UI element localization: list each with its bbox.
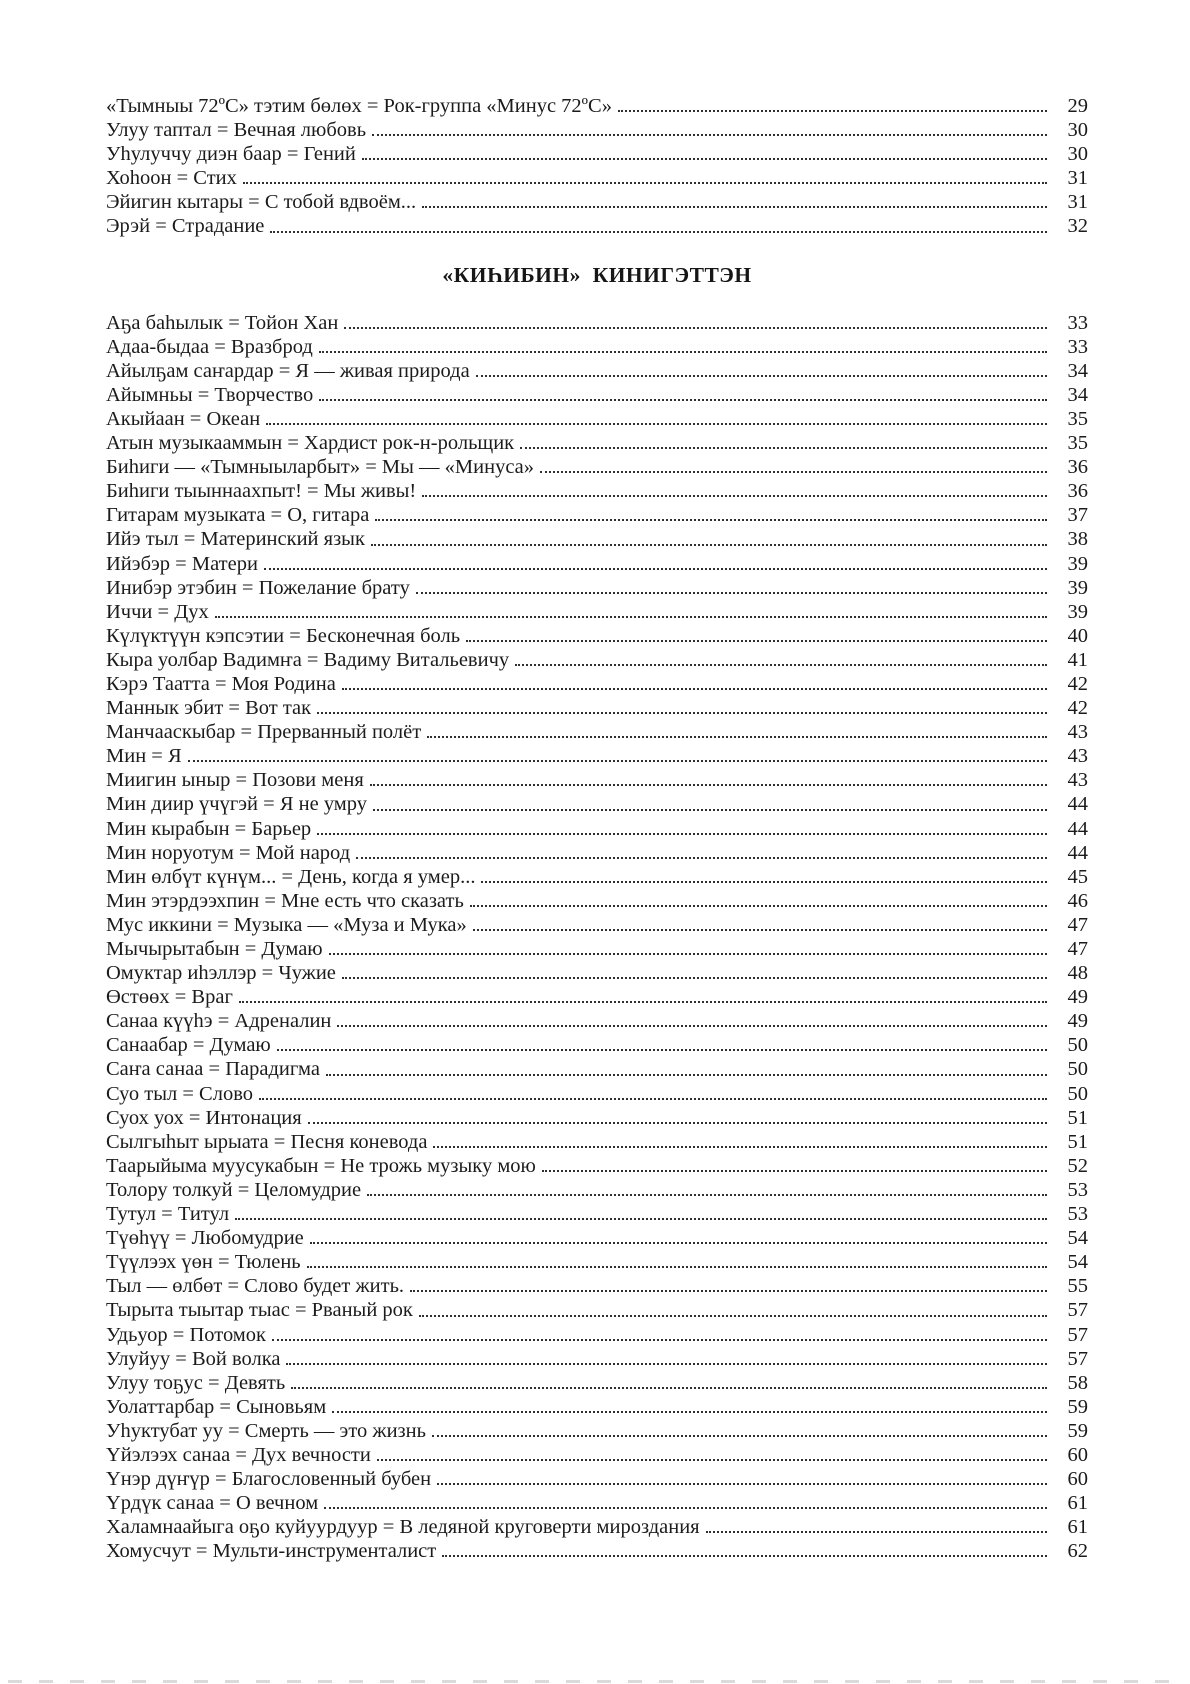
toc-entry-title: Толору толкуй = Целомудрие <box>106 1178 362 1201</box>
toc-entry <box>106 1515 1088 1539</box>
section-heading: «КИҺИБИН» КИНИГЭТТЭН <box>442 262 752 287</box>
dot-leader <box>433 1146 1047 1148</box>
toc-entry <box>106 768 1088 792</box>
toc-entry-title: Аҕа баһылык = Тойон Хан <box>106 311 339 334</box>
dot-leader <box>332 1411 1047 1413</box>
dot-leader <box>215 616 1047 618</box>
toc-entry <box>106 889 1088 913</box>
toc-entry-page: 62 <box>1067 1540 1088 1563</box>
toc-entry <box>106 118 1088 142</box>
toc-entry-title: Мин этэрдээхпин = Мне есть что сказать <box>106 889 464 912</box>
toc-entry-page: 43 <box>1067 745 1088 768</box>
toc-entry-page: 39 <box>1067 552 1088 575</box>
toc-entry-title: Омуктар иһэллэр = Чужие <box>106 962 336 985</box>
dot-leader <box>373 809 1047 811</box>
toc-entry-page: 54 <box>1067 1251 1088 1274</box>
dot-leader <box>618 110 1047 112</box>
toc-entry-title: Таарыйыма муусукабын = Не трожь музыку мою <box>106 1154 536 1177</box>
toc-entry-title: Кэрэ Таатта = Моя Родина <box>106 672 336 695</box>
toc-entry-page: 59 <box>1067 1419 1088 1442</box>
toc-entry <box>106 624 1088 648</box>
toc-entry-page: 35 <box>1067 407 1088 430</box>
dot-leader <box>342 688 1047 690</box>
toc-entry-title: Суох уох = Интонация <box>106 1106 302 1129</box>
toc-entry <box>106 311 1088 335</box>
toc-entry <box>106 407 1088 431</box>
toc-entry <box>106 792 1088 816</box>
toc-entry-page: 35 <box>1067 432 1088 455</box>
dot-leader <box>277 1049 1047 1051</box>
toc-entry-title: Үнэр дүҥүр = Благословенный бубен <box>106 1468 432 1491</box>
dot-leader <box>422 206 1047 208</box>
toc-entry-page: 48 <box>1067 962 1088 985</box>
dot-leader <box>442 1555 1047 1557</box>
dot-leader <box>319 399 1047 401</box>
toc-entry-page: 47 <box>1067 913 1088 936</box>
toc-entry <box>106 190 1088 214</box>
toc-entry-title: Айылҕам саҥардар = Я — живая природа <box>106 359 470 382</box>
toc-entry-title: Эйигин кытары = С тобой вдвоём... <box>106 191 417 214</box>
dot-leader <box>367 1194 1047 1196</box>
toc-entry <box>106 1250 1088 1274</box>
dot-leader <box>243 182 1047 184</box>
toc-entry <box>106 1419 1088 1443</box>
toc-entry-page: 54 <box>1067 1227 1088 1250</box>
toc-entry <box>106 576 1088 600</box>
toc-entry <box>106 1274 1088 1298</box>
toc-entry-title: Саҥа санаа = Парадигма <box>106 1058 320 1081</box>
toc-entry-page: 30 <box>1067 119 1088 142</box>
toc-entry <box>106 1347 1088 1371</box>
toc-entry-page: 39 <box>1067 576 1088 599</box>
toc-entry <box>106 503 1088 527</box>
toc-entry <box>106 431 1088 455</box>
toc-entry-title: Тыл — өлбөт = Слово будет жить. <box>106 1275 405 1298</box>
toc-entry-page: 57 <box>1067 1299 1088 1322</box>
toc-entry-title: Хомусчут = Мульти-инструменталист <box>106 1540 437 1563</box>
dot-leader <box>375 519 1047 521</box>
toc-entry <box>106 672 1088 696</box>
dot-leader <box>337 1025 1047 1027</box>
toc-entry-title: Манчааскыбар = Прерванный полёт <box>106 721 422 744</box>
toc-entry-page: 45 <box>1067 865 1088 888</box>
toc-entry-page: 53 <box>1067 1178 1088 1201</box>
toc-entry-title: Мус иккини = Музыка — «Муза и Мука» <box>106 913 467 936</box>
toc-entry <box>106 1443 1088 1467</box>
toc-entry <box>106 1539 1088 1563</box>
toc-entry <box>106 937 1088 961</box>
toc-entry <box>106 479 1088 503</box>
dot-leader <box>324 1507 1047 1509</box>
toc-entry <box>106 335 1088 359</box>
toc-entry-page: 60 <box>1067 1443 1088 1466</box>
toc-entry-title: Маннык эбит = Вот так <box>106 697 312 720</box>
toc-entry-page: 50 <box>1067 1058 1088 1081</box>
toc-entry-page: 31 <box>1067 191 1088 214</box>
dot-leader <box>310 1242 1047 1244</box>
toc-entry-page: 34 <box>1067 383 1088 406</box>
toc-entry-title: Атын музыкааммын = Хардист рок-н-рольщик <box>106 432 515 455</box>
toc-entry-page: 42 <box>1067 672 1088 695</box>
toc-entry <box>106 1371 1088 1395</box>
dot-leader <box>344 327 1047 329</box>
toc-entry <box>106 142 1088 166</box>
dot-leader <box>481 881 1047 883</box>
toc-entry <box>106 1082 1088 1106</box>
toc-entry <box>106 961 1088 985</box>
dot-leader <box>432 1435 1047 1437</box>
toc-entry-page: 37 <box>1067 504 1088 527</box>
dot-leader <box>272 1339 1047 1341</box>
toc-entry-page: 47 <box>1067 938 1088 960</box>
toc-entry-page: 40 <box>1067 624 1088 647</box>
toc-entry <box>106 455 1088 479</box>
dot-leader <box>264 568 1047 570</box>
dot-leader <box>540 471 1047 473</box>
toc-entry-page: 59 <box>1067 1395 1088 1418</box>
table-of-contents <box>106 94 1088 1563</box>
toc-entry-title: Мин норуотум = Мой народ <box>106 841 351 864</box>
toc-entry <box>106 648 1088 672</box>
dot-leader <box>370 784 1047 786</box>
toc-entry-title: Биһиги тыыннаахпыт! = Мы живы! <box>106 480 417 503</box>
toc-entry-page: 55 <box>1067 1275 1088 1298</box>
toc-entry-title: Санаа күүһэ = Адреналин <box>106 1010 332 1033</box>
toc-entry-title: Түөһүү = Любомудрие <box>106 1227 304 1250</box>
toc-entry-page: 50 <box>1067 1034 1088 1057</box>
dot-leader <box>286 1363 1047 1365</box>
toc-entry-title: Күлүктүүн кэпсэтии = Бесконечная боль <box>106 624 461 647</box>
toc-entry <box>106 527 1088 551</box>
toc-entry <box>106 214 1088 238</box>
toc-entry-page: 43 <box>1067 721 1088 744</box>
toc-entry-page: 39 <box>1067 600 1088 623</box>
toc-entry <box>106 1106 1088 1130</box>
dot-leader <box>356 857 1047 859</box>
toc-entry <box>106 1178 1088 1202</box>
dot-leader <box>422 495 1047 497</box>
toc-entry-page: 41 <box>1067 648 1088 671</box>
dot-leader <box>270 231 1047 233</box>
toc-entry <box>106 383 1088 407</box>
toc-entry-page: 44 <box>1067 793 1088 816</box>
toc-entry-title: Үрдүк санаа = О вечном <box>106 1492 319 1515</box>
dot-leader <box>188 760 1047 762</box>
dot-leader <box>377 1459 1047 1461</box>
toc-entry-page: 61 <box>1067 1492 1088 1515</box>
dot-leader <box>291 1387 1047 1389</box>
toc-entry-title: Акыйаан = Океан <box>106 407 261 430</box>
toc-entry-title: Инибэр этэбин = Пожелание брату <box>106 576 410 599</box>
dot-leader <box>416 592 1047 594</box>
toc-entry-page: 31 <box>1067 167 1088 190</box>
toc-entry <box>106 744 1088 768</box>
toc-entry-page: 46 <box>1067 889 1088 912</box>
toc-entry-title: Санаабар = Думаю <box>106 1034 271 1057</box>
toc-entry-title: Ийэбэр = Матери <box>106 552 258 575</box>
toc-entry-title: Айымньы = Творчество <box>106 383 314 406</box>
toc-entry-title: Улуу тоҕус = Девять <box>106 1371 286 1394</box>
toc-entry <box>106 720 1088 744</box>
toc-entry <box>106 1033 1088 1057</box>
dot-leader <box>515 664 1047 666</box>
toc-entry-title: Түүлээх үөн = Тюлень <box>106 1251 301 1274</box>
toc-entry-page: 38 <box>1067 528 1088 551</box>
dot-leader <box>329 953 1047 955</box>
toc-entry-title: Биһиги — «Тымныыларбыт» = Мы — «Минуса» <box>106 456 535 479</box>
toc-entry-page: 33 <box>1067 311 1088 334</box>
toc-entry-title: Мин өлбүт күнүм... = День, когда я умер... <box>106 865 476 888</box>
toc-entry <box>106 1154 1088 1178</box>
toc-entry-title: Улуйуу = Вой волка <box>106 1347 281 1370</box>
toc-entry-page: 36 <box>1067 480 1088 503</box>
toc-entry-page: 34 <box>1067 359 1088 382</box>
toc-entry-title: Мычырытабын = Думаю <box>106 938 323 960</box>
toc-entry <box>106 1057 1088 1081</box>
toc-entry-title: Өстөөх = Враг <box>106 986 233 1009</box>
dot-leader <box>427 736 1047 738</box>
toc-entry <box>106 94 1088 118</box>
toc-entry <box>106 359 1088 383</box>
toc-entry <box>106 1202 1088 1226</box>
toc-entry-page: 57 <box>1067 1323 1088 1346</box>
toc-entry-page: 44 <box>1067 841 1088 864</box>
toc-entry-page: 61 <box>1067 1516 1088 1539</box>
toc-entry-title: «Тымныы 72ºС» тэтим бөлөх = Рок-группа «Минус 72ºС» <box>106 95 612 117</box>
toc-entry-title: Халамнаайыга оҕо куйуурдуур = В ледяной круговерти мироздания <box>106 1516 700 1539</box>
dot-leader <box>235 1218 1047 1220</box>
toc-entry-title: Тутул = Титул <box>106 1203 230 1226</box>
dot-leader <box>466 640 1047 642</box>
toc-entry-page: 50 <box>1067 1082 1088 1105</box>
toc-entry-title: Адаа-быдаа = Вразброд <box>106 335 313 358</box>
toc-entry <box>106 1323 1088 1347</box>
dot-leader <box>362 158 1047 160</box>
toc-entry-title: Эрэй = Страдание <box>106 215 265 238</box>
dot-leader <box>317 712 1047 714</box>
dot-leader <box>308 1122 1047 1124</box>
toc-entry-page: 42 <box>1067 697 1088 720</box>
toc-entry <box>106 600 1088 624</box>
toc-entry-page: 58 <box>1067 1371 1088 1394</box>
dot-leader <box>266 423 1047 425</box>
toc-entry <box>106 1467 1088 1491</box>
toc-entry-title: Миигин ыныр = Позови меня <box>106 769 364 792</box>
dot-leader <box>410 1290 1047 1292</box>
dot-leader <box>342 977 1047 979</box>
toc-entry <box>106 552 1088 576</box>
dot-leader <box>372 134 1047 136</box>
toc-entry-page: 51 <box>1067 1130 1088 1153</box>
toc-entry <box>106 865 1088 889</box>
dot-leader <box>371 544 1047 546</box>
toc-entry-title: Үйэлээх санаа = Дух вечности <box>106 1443 371 1466</box>
toc-entry-title: Суо тыл = Слово <box>106 1082 253 1105</box>
toc-entry-title: Удьуор = Потомок <box>106 1323 266 1346</box>
toc-entry <box>106 1130 1088 1154</box>
toc-entry-page: 52 <box>1067 1154 1088 1177</box>
toc-entry-title: Сылгыһыт ырыата = Песня коневода <box>106 1130 428 1153</box>
toc-entry <box>106 841 1088 865</box>
toc-entry-title: Мин диир үчүгэй = Я не умру <box>106 793 368 816</box>
toc-entry-page: 57 <box>1067 1347 1088 1370</box>
toc-entry <box>106 913 1088 937</box>
toc-entry-page: 32 <box>1067 215 1088 238</box>
toc-entry-page: 49 <box>1067 986 1088 1009</box>
toc-entry <box>106 1491 1088 1515</box>
dot-leader <box>476 375 1047 377</box>
toc-entry-page: 51 <box>1067 1106 1088 1129</box>
dot-leader <box>317 833 1047 835</box>
toc-entry-title: Уһулуччу диэн баар = Гений <box>106 143 356 166</box>
dot-leader <box>419 1315 1047 1317</box>
toc-entry-title: Уолаттарбар = Сыновьям <box>106 1395 327 1418</box>
toc-entry-title: Кыра уолбар Вадимҥа = Вадиму Витальевичу <box>106 648 510 671</box>
toc-entry-title: Ийэ тыл = Материнский язык <box>106 528 365 551</box>
toc-entry <box>106 1009 1088 1033</box>
toc-entry-page: 36 <box>1067 456 1088 479</box>
toc-entry-title: Тырыта тыытар тыас = Рваный рок <box>106 1299 413 1322</box>
toc-entry-page: 29 <box>1067 95 1088 117</box>
dot-leader <box>239 1001 1047 1003</box>
toc-entry-page: 53 <box>1067 1203 1088 1226</box>
toc-entry-page: 33 <box>1067 335 1088 358</box>
toc-entry-page: 43 <box>1067 769 1088 792</box>
toc-entry-title: Улуу таптал = Вечная любовь <box>106 119 367 142</box>
dot-leader <box>437 1483 1047 1485</box>
dot-leader <box>542 1170 1047 1172</box>
toc-entry <box>106 817 1088 841</box>
toc-entry-page: 49 <box>1067 1010 1088 1033</box>
toc-entry-title: Гитарам музыката = О, гитара <box>106 504 370 527</box>
toc-entry <box>106 1298 1088 1322</box>
dot-leader <box>473 929 1047 931</box>
dot-leader <box>706 1531 1047 1533</box>
dot-leader <box>307 1266 1047 1268</box>
toc-entry <box>106 1226 1088 1250</box>
dot-leader <box>470 905 1047 907</box>
toc-entry-title: Мин кырабын = Барьер <box>106 817 312 840</box>
toc-entry-title: Мин = Я <box>106 745 182 768</box>
toc-entry-page: 60 <box>1067 1468 1088 1491</box>
toc-entry <box>106 985 1088 1009</box>
scan-artifact-line <box>8 1680 1182 1683</box>
toc-entry-title: Иччи = Дух <box>106 600 209 623</box>
toc-entry <box>106 1395 1088 1419</box>
toc-entry-page: 30 <box>1067 143 1088 166</box>
toc-entry-title: Хоһоон = Стих <box>106 167 237 190</box>
dot-leader <box>259 1098 1047 1100</box>
dot-leader <box>326 1074 1047 1076</box>
toc-entry-page: 44 <box>1067 817 1088 840</box>
dot-leader <box>319 351 1047 353</box>
toc-entry <box>106 166 1088 190</box>
dot-leader <box>520 447 1047 449</box>
toc-entry-title: Уһуктубат уу = Смерть — это жизнь <box>106 1419 426 1442</box>
toc-entry <box>106 696 1088 720</box>
